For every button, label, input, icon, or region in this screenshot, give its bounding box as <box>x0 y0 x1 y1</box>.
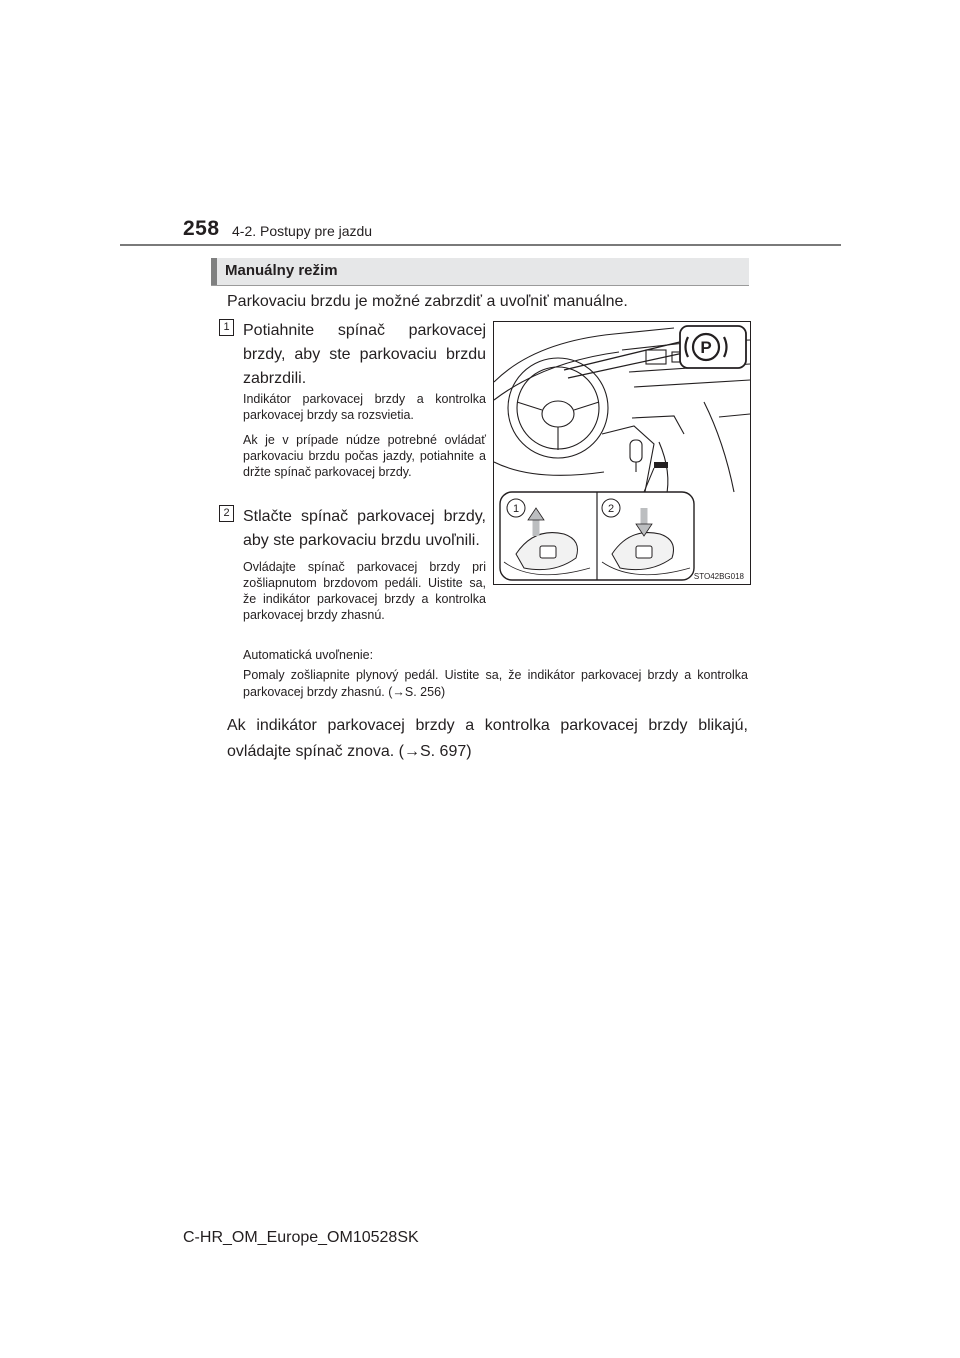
intro-text: Parkovaciu brzdu je možné zabrzdiť a uvoľniť manuálne. <box>227 293 628 310</box>
subsection-title: Manuálny režim <box>225 262 338 279</box>
callout-symbol: P <box>700 338 712 357</box>
heading-accent <box>211 258 217 285</box>
parking-brake-illustration <box>493 321 751 585</box>
step-2-marker: 2 <box>219 505 234 522</box>
parking-brake-callout <box>680 326 746 368</box>
subsection-heading <box>211 258 749 286</box>
page-number: 258 <box>183 217 220 240</box>
final-note: Ak indikátor parkovacej brzdy a kontrolka parkovacej brzdy blikajú, ovládajte spínač znova. (→S. 697) <box>227 717 748 760</box>
inset-label-1: 1 <box>512 503 520 515</box>
step-2-note-3: Pomaly zošliapnite plynový pedál. Uistite sa, že indikátor parkovacej brzdy a kontrolka parkovacej brzdy zhasnú. (→S. 256) <box>243 668 748 699</box>
switch-insets <box>500 468 694 580</box>
step-1-text: Potiahnite spínač parkovacej brzdy, aby ste parkovaciu brzdu zabrzdili. <box>243 322 486 387</box>
header-rule <box>120 244 841 246</box>
step-1-note-1: Indikátor parkovacej brzdy a kontrolka parkovacej brzdy sa rozsvietia. <box>243 392 486 422</box>
inset-label-2: 2 <box>607 503 615 515</box>
section-title: 4-2. Postupy pre jazdu <box>232 223 373 239</box>
figure-code: STO42BG018 <box>693 572 744 581</box>
footer-doc-id: C-HR_OM_Europe_OM10528SK <box>183 1229 419 1246</box>
illustration-svg <box>494 322 750 584</box>
step-2-note-2: Automatická uvoľnenie: <box>243 648 374 662</box>
step-1-note-2: Ak je v prípade núdze potrebné ovládať parkovaciu brzdu počas jazdy, potiahnite a držte spínač parkovacej brzdy. <box>243 433 486 479</box>
step-1-marker: 1 <box>219 319 234 336</box>
step-2-text: Stlačte spínač parkovacej brzdy, aby ste parkovaciu brzdu uvoľnili. <box>243 508 486 549</box>
step-2-note-1: Ovládajte spínač parkovacej brzdy pri zošliapnutom brzdovom pedáli. Uistite sa, že indikátor parkovacej brzdy a kontrolka parkovacej brzdy zhasnú. <box>243 560 486 622</box>
